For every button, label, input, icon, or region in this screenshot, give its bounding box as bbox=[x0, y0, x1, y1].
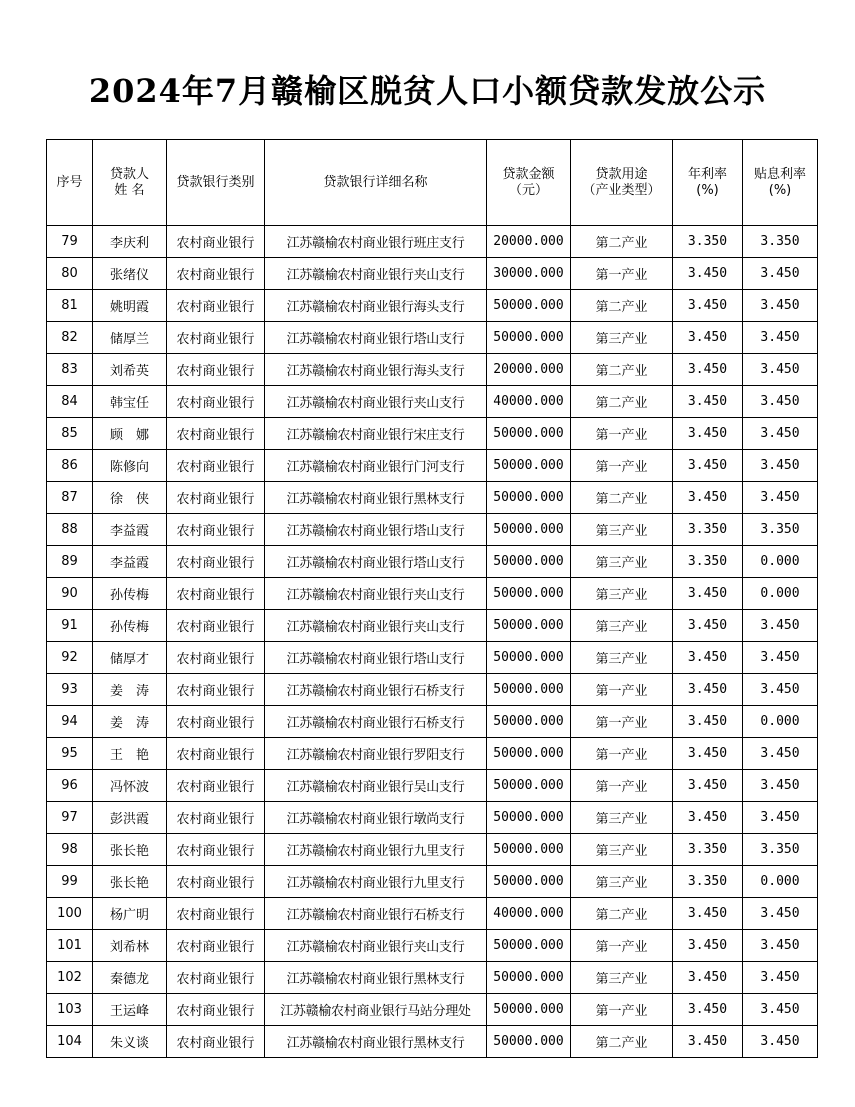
cell-bank-type: 农村商业银行 bbox=[167, 674, 265, 706]
cell-loan-usage: 第三产业 bbox=[571, 578, 673, 610]
cell-loan-amount: 50000.000 bbox=[487, 610, 571, 642]
cell-subsidy-rate: 3.450 bbox=[743, 962, 818, 994]
cell-bank-name: 江苏赣榆农村商业银行马站分理处 bbox=[265, 994, 487, 1026]
cell-bank-type: 农村商业银行 bbox=[167, 962, 265, 994]
cell-loan-amount: 50000.000 bbox=[487, 834, 571, 866]
table-row bbox=[47, 1026, 818, 1058]
table-row bbox=[47, 258, 818, 290]
table-row bbox=[47, 674, 818, 706]
cell-subsidy-rate: 3.350 bbox=[743, 834, 818, 866]
cell-subsidy-rate: 3.450 bbox=[743, 386, 818, 418]
cell-loan-amount: 50000.000 bbox=[487, 546, 571, 578]
cell-borrower-name: 秦德龙 bbox=[93, 962, 167, 994]
cell-subsidy-rate: 3.450 bbox=[743, 418, 818, 450]
cell-loan-amount: 50000.000 bbox=[487, 642, 571, 674]
cell-loan-amount: 30000.000 bbox=[487, 258, 571, 290]
cell-bank-name: 江苏赣榆农村商业银行夹山支行 bbox=[265, 610, 487, 642]
cell-bank-type: 农村商业银行 bbox=[167, 386, 265, 418]
cell-annual-rate: 3.450 bbox=[673, 930, 743, 962]
cell-seq: 82 bbox=[47, 322, 93, 354]
cell-seq: 100 bbox=[47, 898, 93, 930]
cell-bank-type: 农村商业银行 bbox=[167, 514, 265, 546]
cell-annual-rate: 3.350 bbox=[673, 226, 743, 258]
cell-loan-amount: 50000.000 bbox=[487, 482, 571, 514]
cell-loan-usage: 第三产业 bbox=[571, 322, 673, 354]
cell-bank-name: 江苏赣榆农村商业银行夹山支行 bbox=[265, 258, 487, 290]
cell-subsidy-rate: 3.450 bbox=[743, 322, 818, 354]
cell-bank-name: 江苏赣榆农村商业银行海头支行 bbox=[265, 290, 487, 322]
cell-loan-amount: 50000.000 bbox=[487, 514, 571, 546]
table-row bbox=[47, 866, 818, 898]
cell-subsidy-rate: 3.450 bbox=[743, 898, 818, 930]
cell-loan-amount: 50000.000 bbox=[487, 418, 571, 450]
cell-seq: 86 bbox=[47, 450, 93, 482]
cell-borrower-name: 刘希林 bbox=[93, 930, 167, 962]
cell-borrower-name: 朱义谈 bbox=[93, 1026, 167, 1058]
cell-bank-name: 江苏赣榆农村商业银行门河支行 bbox=[265, 450, 487, 482]
table-row bbox=[47, 546, 818, 578]
table-row bbox=[47, 450, 818, 482]
cell-subsidy-rate: 3.450 bbox=[743, 674, 818, 706]
cell-loan-usage: 第二产业 bbox=[571, 386, 673, 418]
cell-loan-usage: 第三产业 bbox=[571, 642, 673, 674]
cell-bank-name: 江苏赣榆农村商业银行石桥支行 bbox=[265, 898, 487, 930]
cell-annual-rate: 3.450 bbox=[673, 418, 743, 450]
cell-loan-amount: 40000.000 bbox=[487, 386, 571, 418]
table-row bbox=[47, 898, 818, 930]
cell-bank-name: 江苏赣榆农村商业银行石桥支行 bbox=[265, 706, 487, 738]
table-row bbox=[47, 738, 818, 770]
cell-annual-rate: 3.450 bbox=[673, 322, 743, 354]
cell-bank-type: 农村商业银行 bbox=[167, 610, 265, 642]
table-row bbox=[47, 770, 818, 802]
cell-subsidy-rate: 3.450 bbox=[743, 482, 818, 514]
cell-bank-name: 江苏赣榆农村商业银行夹山支行 bbox=[265, 930, 487, 962]
header-bank-name: 贷款银行详细名称 bbox=[265, 140, 487, 226]
cell-subsidy-rate: 3.450 bbox=[743, 802, 818, 834]
cell-borrower-name: 孙传梅 bbox=[93, 578, 167, 610]
cell-loan-usage: 第一产业 bbox=[571, 738, 673, 770]
cell-loan-amount: 50000.000 bbox=[487, 1026, 571, 1058]
cell-seq: 104 bbox=[47, 1026, 93, 1058]
cell-annual-rate: 3.450 bbox=[673, 738, 743, 770]
loan-table bbox=[46, 139, 818, 1058]
header-seq: 序号 bbox=[47, 140, 93, 226]
cell-borrower-name: 王运峰 bbox=[93, 994, 167, 1026]
cell-borrower-name: 顾 娜 bbox=[93, 418, 167, 450]
cell-seq: 93 bbox=[47, 674, 93, 706]
header-loan-amount: 贷款金额 （元） bbox=[487, 140, 571, 226]
cell-annual-rate: 3.450 bbox=[673, 578, 743, 610]
cell-borrower-name: 张长艳 bbox=[93, 866, 167, 898]
cell-annual-rate: 3.450 bbox=[673, 994, 743, 1026]
cell-loan-amount: 50000.000 bbox=[487, 802, 571, 834]
cell-annual-rate: 3.450 bbox=[673, 642, 743, 674]
cell-bank-name: 江苏赣榆农村商业银行宋庄支行 bbox=[265, 418, 487, 450]
cell-loan-amount: 50000.000 bbox=[487, 706, 571, 738]
cell-loan-amount: 20000.000 bbox=[487, 354, 571, 386]
cell-loan-amount: 50000.000 bbox=[487, 674, 571, 706]
cell-loan-usage: 第二产业 bbox=[571, 226, 673, 258]
header-borrower-name: 贷款人 姓 名 bbox=[93, 140, 167, 226]
table-row bbox=[47, 354, 818, 386]
cell-seq: 84 bbox=[47, 386, 93, 418]
cell-seq: 91 bbox=[47, 610, 93, 642]
cell-seq: 89 bbox=[47, 546, 93, 578]
cell-borrower-name: 姜 涛 bbox=[93, 706, 167, 738]
cell-loan-usage: 第三产业 bbox=[571, 834, 673, 866]
cell-seq: 92 bbox=[47, 642, 93, 674]
cell-subsidy-rate: 0.000 bbox=[743, 546, 818, 578]
cell-borrower-name: 彭洪霞 bbox=[93, 802, 167, 834]
cell-bank-name: 江苏赣榆农村商业银行黑林支行 bbox=[265, 962, 487, 994]
cell-seq: 96 bbox=[47, 770, 93, 802]
table-row bbox=[47, 642, 818, 674]
cell-subsidy-rate: 3.450 bbox=[743, 450, 818, 482]
table-row bbox=[47, 322, 818, 354]
header-subsidy-rate: 贴息利率 (%) bbox=[743, 140, 818, 226]
cell-seq: 97 bbox=[47, 802, 93, 834]
cell-subsidy-rate: 0.000 bbox=[743, 866, 818, 898]
cell-subsidy-rate: 3.450 bbox=[743, 354, 818, 386]
page-title: 2024年7月赣榆区脱贫人口小额贷款发放公示 bbox=[88, 72, 767, 110]
cell-loan-amount: 50000.000 bbox=[487, 290, 571, 322]
table-row bbox=[47, 706, 818, 738]
table-row bbox=[47, 834, 818, 866]
cell-borrower-name: 储厚兰 bbox=[93, 322, 167, 354]
cell-bank-type: 农村商业银行 bbox=[167, 834, 265, 866]
cell-loan-usage: 第一产业 bbox=[571, 706, 673, 738]
cell-annual-rate: 3.450 bbox=[673, 386, 743, 418]
cell-subsidy-rate: 3.450 bbox=[743, 290, 818, 322]
cell-borrower-name: 刘希英 bbox=[93, 354, 167, 386]
header-loan-usage: 贷款用途 （产业类型） bbox=[571, 140, 673, 226]
cell-bank-type: 农村商业银行 bbox=[167, 418, 265, 450]
cell-borrower-name: 储厚才 bbox=[93, 642, 167, 674]
cell-bank-name: 江苏赣榆农村商业银行九里支行 bbox=[265, 834, 487, 866]
cell-seq: 101 bbox=[47, 930, 93, 962]
cell-borrower-name: 孙传梅 bbox=[93, 610, 167, 642]
cell-borrower-name: 杨广明 bbox=[93, 898, 167, 930]
table-row bbox=[47, 802, 818, 834]
cell-loan-amount: 50000.000 bbox=[487, 930, 571, 962]
cell-loan-usage: 第一产业 bbox=[571, 770, 673, 802]
cell-bank-name: 江苏赣榆农村商业银行石桥支行 bbox=[265, 674, 487, 706]
cell-loan-usage: 第一产业 bbox=[571, 674, 673, 706]
cell-loan-amount: 20000.000 bbox=[487, 226, 571, 258]
cell-seq: 83 bbox=[47, 354, 93, 386]
cell-borrower-name: 姚明霞 bbox=[93, 290, 167, 322]
cell-loan-usage: 第二产业 bbox=[571, 354, 673, 386]
cell-bank-name: 江苏赣榆农村商业银行塔山支行 bbox=[265, 546, 487, 578]
cell-seq: 87 bbox=[47, 482, 93, 514]
cell-bank-type: 农村商业银行 bbox=[167, 290, 265, 322]
cell-loan-amount: 40000.000 bbox=[487, 898, 571, 930]
table-row bbox=[47, 290, 818, 322]
cell-bank-name: 江苏赣榆农村商业银行夹山支行 bbox=[265, 386, 487, 418]
cell-bank-type: 农村商业银行 bbox=[167, 770, 265, 802]
table-row bbox=[47, 226, 818, 258]
cell-subsidy-rate: 3.450 bbox=[743, 738, 818, 770]
cell-seq: 79 bbox=[47, 226, 93, 258]
cell-annual-rate: 3.450 bbox=[673, 706, 743, 738]
cell-loan-amount: 50000.000 bbox=[487, 322, 571, 354]
cell-bank-name: 江苏赣榆农村商业银行塔山支行 bbox=[265, 514, 487, 546]
cell-borrower-name: 张绪仪 bbox=[93, 258, 167, 290]
cell-borrower-name: 王 艳 bbox=[93, 738, 167, 770]
cell-bank-type: 农村商业银行 bbox=[167, 482, 265, 514]
cell-annual-rate: 3.450 bbox=[673, 1026, 743, 1058]
cell-annual-rate: 3.350 bbox=[673, 834, 743, 866]
cell-loan-amount: 50000.000 bbox=[487, 578, 571, 610]
cell-loan-usage: 第三产业 bbox=[571, 546, 673, 578]
cell-loan-amount: 50000.000 bbox=[487, 866, 571, 898]
cell-seq: 81 bbox=[47, 290, 93, 322]
cell-loan-usage: 第三产业 bbox=[571, 866, 673, 898]
cell-loan-usage: 第三产业 bbox=[571, 514, 673, 546]
cell-bank-type: 农村商业银行 bbox=[167, 802, 265, 834]
cell-seq: 90 bbox=[47, 578, 93, 610]
cell-subsidy-rate: 3.450 bbox=[743, 930, 818, 962]
cell-annual-rate: 3.450 bbox=[673, 962, 743, 994]
cell-seq: 88 bbox=[47, 514, 93, 546]
cell-loan-amount: 50000.000 bbox=[487, 450, 571, 482]
table-row bbox=[47, 610, 818, 642]
cell-bank-type: 农村商业银行 bbox=[167, 258, 265, 290]
cell-bank-name: 江苏赣榆农村商业银行塔山支行 bbox=[265, 642, 487, 674]
cell-annual-rate: 3.450 bbox=[673, 354, 743, 386]
cell-borrower-name: 陈修向 bbox=[93, 450, 167, 482]
cell-annual-rate: 3.450 bbox=[673, 482, 743, 514]
cell-bank-name: 江苏赣榆农村商业银行墩尚支行 bbox=[265, 802, 487, 834]
cell-annual-rate: 3.450 bbox=[673, 770, 743, 802]
cell-borrower-name: 姜 涛 bbox=[93, 674, 167, 706]
table-header-row bbox=[47, 140, 818, 226]
cell-annual-rate: 3.450 bbox=[673, 802, 743, 834]
cell-bank-name: 江苏赣榆农村商业银行黑林支行 bbox=[265, 482, 487, 514]
cell-bank-type: 农村商业银行 bbox=[167, 930, 265, 962]
cell-borrower-name: 徐 侠 bbox=[93, 482, 167, 514]
cell-borrower-name: 李益霞 bbox=[93, 514, 167, 546]
cell-borrower-name: 李庆利 bbox=[93, 226, 167, 258]
cell-bank-name: 江苏赣榆农村商业银行吴山支行 bbox=[265, 770, 487, 802]
cell-bank-name: 江苏赣榆农村商业银行黑林支行 bbox=[265, 1026, 487, 1058]
cell-bank-name: 江苏赣榆农村商业银行塔山支行 bbox=[265, 322, 487, 354]
cell-subsidy-rate: 3.450 bbox=[743, 1026, 818, 1058]
cell-annual-rate: 3.450 bbox=[673, 610, 743, 642]
cell-bank-type: 农村商业银行 bbox=[167, 898, 265, 930]
cell-loan-usage: 第三产业 bbox=[571, 962, 673, 994]
cell-bank-name: 江苏赣榆农村商业银行九里支行 bbox=[265, 866, 487, 898]
cell-bank-type: 农村商业银行 bbox=[167, 994, 265, 1026]
cell-loan-usage: 第二产业 bbox=[571, 1026, 673, 1058]
cell-bank-type: 农村商业银行 bbox=[167, 866, 265, 898]
cell-bank-type: 农村商业银行 bbox=[167, 546, 265, 578]
cell-seq: 102 bbox=[47, 962, 93, 994]
cell-seq: 85 bbox=[47, 418, 93, 450]
cell-borrower-name: 李益霞 bbox=[93, 546, 167, 578]
cell-bank-type: 农村商业银行 bbox=[167, 226, 265, 258]
cell-subsidy-rate: 0.000 bbox=[743, 578, 818, 610]
cell-borrower-name: 韩宝任 bbox=[93, 386, 167, 418]
cell-annual-rate: 3.350 bbox=[673, 546, 743, 578]
cell-bank-name: 江苏赣榆农村商业银行夹山支行 bbox=[265, 578, 487, 610]
cell-loan-usage: 第一产业 bbox=[571, 418, 673, 450]
table-row bbox=[47, 578, 818, 610]
table-row bbox=[47, 386, 818, 418]
cell-loan-amount: 50000.000 bbox=[487, 738, 571, 770]
cell-annual-rate: 3.450 bbox=[673, 450, 743, 482]
cell-loan-usage: 第三产业 bbox=[571, 610, 673, 642]
table-row bbox=[47, 514, 818, 546]
cell-subsidy-rate: 3.450 bbox=[743, 994, 818, 1026]
cell-subsidy-rate: 3.350 bbox=[743, 514, 818, 546]
cell-subsidy-rate: 0.000 bbox=[743, 706, 818, 738]
cell-loan-amount: 50000.000 bbox=[487, 770, 571, 802]
cell-loan-usage: 第一产业 bbox=[571, 258, 673, 290]
table-row bbox=[47, 962, 818, 994]
cell-borrower-name: 冯怀波 bbox=[93, 770, 167, 802]
cell-borrower-name: 张长艳 bbox=[93, 834, 167, 866]
cell-annual-rate: 3.450 bbox=[673, 898, 743, 930]
table-row bbox=[47, 994, 818, 1026]
cell-loan-usage: 第二产业 bbox=[571, 290, 673, 322]
cell-seq: 95 bbox=[47, 738, 93, 770]
cell-bank-type: 农村商业银行 bbox=[167, 642, 265, 674]
cell-seq: 98 bbox=[47, 834, 93, 866]
table-row bbox=[47, 418, 818, 450]
cell-annual-rate: 3.450 bbox=[673, 290, 743, 322]
cell-loan-usage: 第二产业 bbox=[571, 898, 673, 930]
cell-loan-amount: 50000.000 bbox=[487, 994, 571, 1026]
cell-loan-usage: 第一产业 bbox=[571, 450, 673, 482]
cell-bank-type: 农村商业银行 bbox=[167, 354, 265, 386]
cell-seq: 80 bbox=[47, 258, 93, 290]
cell-bank-type: 农村商业银行 bbox=[167, 578, 265, 610]
header-bank-type: 贷款银行类别 bbox=[167, 140, 265, 226]
cell-bank-type: 农村商业银行 bbox=[167, 450, 265, 482]
cell-annual-rate: 3.450 bbox=[673, 674, 743, 706]
table-row bbox=[47, 482, 818, 514]
cell-bank-type: 农村商业银行 bbox=[167, 738, 265, 770]
cell-annual-rate: 3.350 bbox=[673, 866, 743, 898]
cell-annual-rate: 3.450 bbox=[673, 258, 743, 290]
cell-seq: 103 bbox=[47, 994, 93, 1026]
cell-bank-type: 农村商业银行 bbox=[167, 1026, 265, 1058]
cell-seq: 99 bbox=[47, 866, 93, 898]
cell-subsidy-rate: 3.450 bbox=[743, 642, 818, 674]
table-row bbox=[47, 930, 818, 962]
cell-subsidy-rate: 3.450 bbox=[743, 770, 818, 802]
cell-bank-type: 农村商业银行 bbox=[167, 322, 265, 354]
cell-bank-name: 江苏赣榆农村商业银行罗阳支行 bbox=[265, 738, 487, 770]
header-annual-rate: 年利率 (%) bbox=[673, 140, 743, 226]
cell-bank-name: 江苏赣榆农村商业银行班庄支行 bbox=[265, 226, 487, 258]
cell-subsidy-rate: 3.450 bbox=[743, 610, 818, 642]
cell-loan-usage: 第三产业 bbox=[571, 802, 673, 834]
cell-annual-rate: 3.350 bbox=[673, 514, 743, 546]
cell-bank-name: 江苏赣榆农村商业银行海头支行 bbox=[265, 354, 487, 386]
cell-bank-type: 农村商业银行 bbox=[167, 706, 265, 738]
cell-subsidy-rate: 3.450 bbox=[743, 258, 818, 290]
cell-loan-usage: 第一产业 bbox=[571, 930, 673, 962]
cell-loan-usage: 第一产业 bbox=[571, 994, 673, 1026]
cell-loan-usage: 第二产业 bbox=[571, 482, 673, 514]
cell-loan-amount: 50000.000 bbox=[487, 962, 571, 994]
cell-subsidy-rate: 3.350 bbox=[743, 226, 818, 258]
cell-seq: 94 bbox=[47, 706, 93, 738]
